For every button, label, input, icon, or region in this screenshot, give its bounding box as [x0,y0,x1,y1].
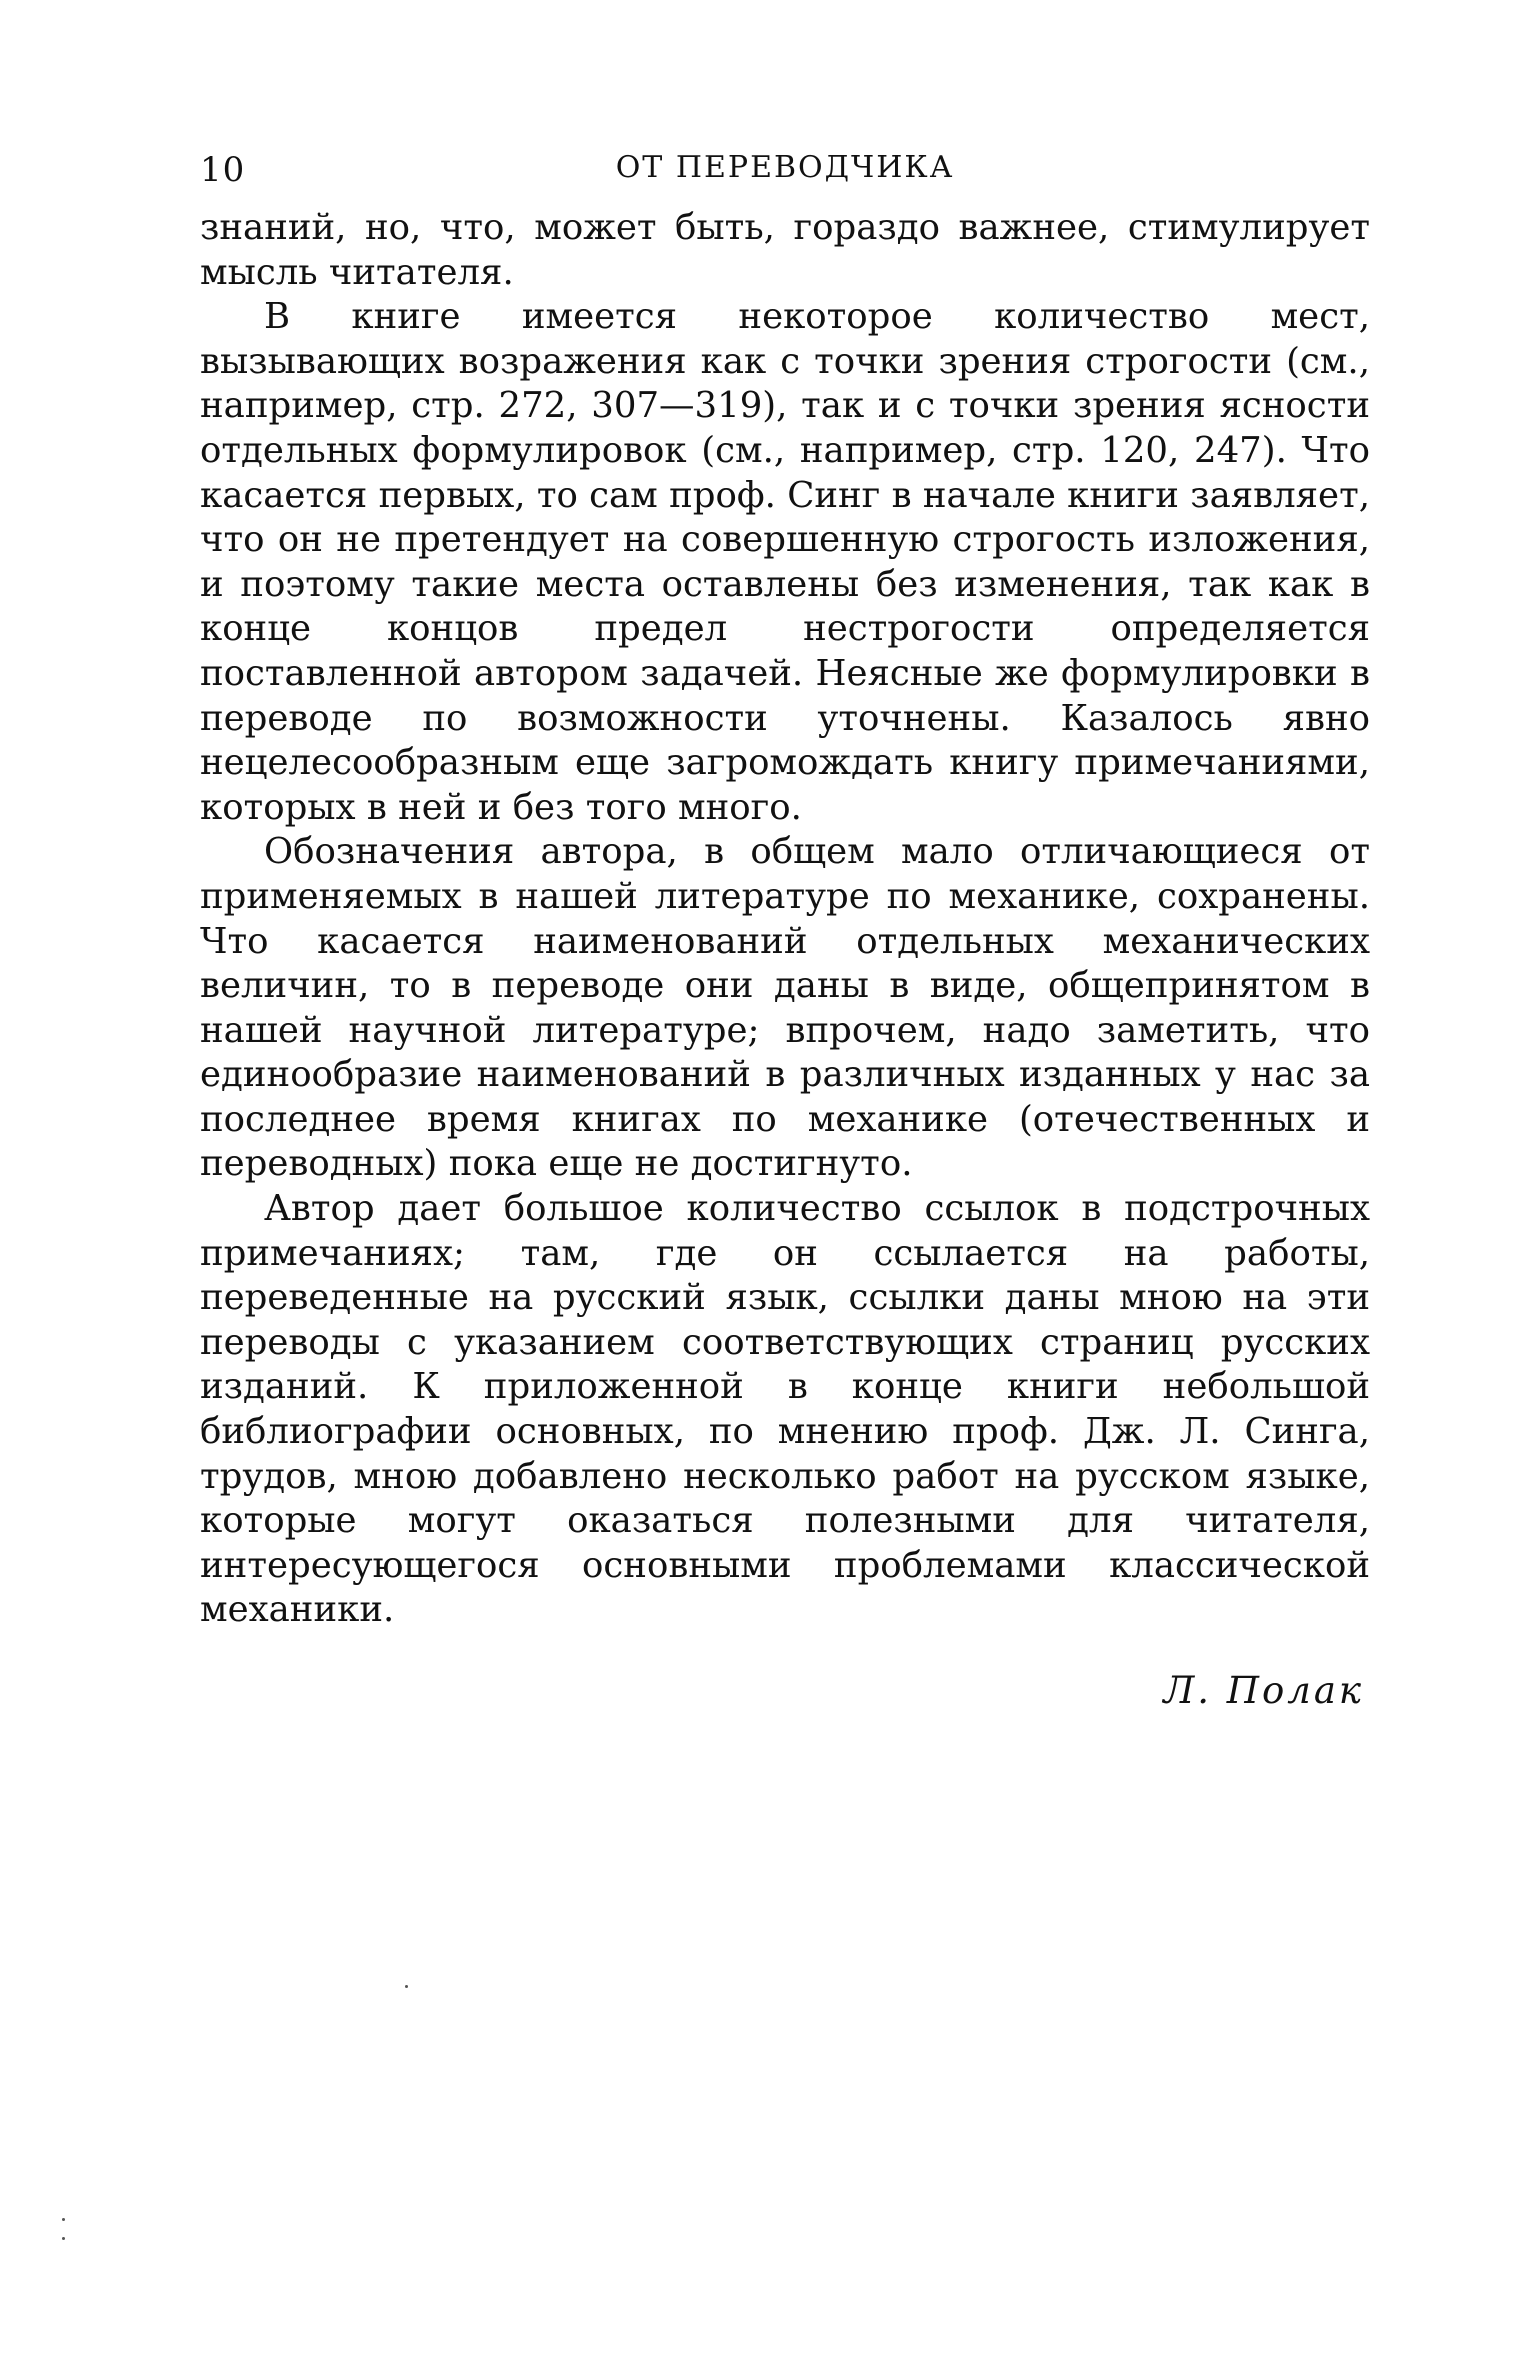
scan-speck [62,2218,65,2221]
paragraph-references: Автор дает большое количество ссылок в подстрочных примечаниях; там, где он ссылается на работы, переведенные на русский язык, ссылки даны мною на эти переводы с указанием соответствующих страниц русских изданий. К приложенной в конце книги небольшой библиографии основных, по мнению проф. Дж. Л. Синга, трудов, мною добавлено несколько работ на русском языке, которые могут оказаться полезными для читателя, интересующегося основными проблемами классической механики. [200,1188,1370,1631]
paragraph-controversial-places: В книге имеется некоторое количество мест, вызывающих возражения как с точки зрения строгости (см., например, стр. 272, 307—319), так и с точки зрения ясности отдельных формулировок (см., например, стр. 120, 247). Что касается первых, то сам проф. Синг в начале книги заявляет, что он не претендует на совершенную строгость изложения, и поэтому такие места оставлены без изменения, так как в конце концов предел нестрогости определяется поставленной автором задачей. Неясные же формулировки в переводе по возможности уточнены. Казалось явно нецелесообразным еще загромождать книгу примечаниями, которых в ней и без того много. [200,296,1370,828]
scan-speck [62,2237,65,2240]
page-number: 10 [200,150,246,190]
paragraph-continuation: знаний, но, что, может быть, гораздо важнее, стимулирует мысль читателя. [200,207,1370,293]
scan-speck [405,1985,408,1988]
paragraph-notation: Обозначения автора, в общем мало отличающиеся от применяемых в нашей литературе по механике, сохранены. Что касается наименований отдельных механических величин, то в переводе они даны в виде, общепринятом в нашей научной литературе; впрочем, надо заметить, что единообразие наименований в различных изданных у нас за последнее время книгах по механике (отечественных и переводных) пока еще не достигнуто. [200,831,1370,1185]
document-page [200,150,1370,1712]
section-title: ОТ ПЕРЕВОДЧИКА [615,150,955,185]
body-text [200,206,1370,1633]
translator-signature: Л. Полак [1163,1669,1364,1712]
running-head [200,150,1370,200]
